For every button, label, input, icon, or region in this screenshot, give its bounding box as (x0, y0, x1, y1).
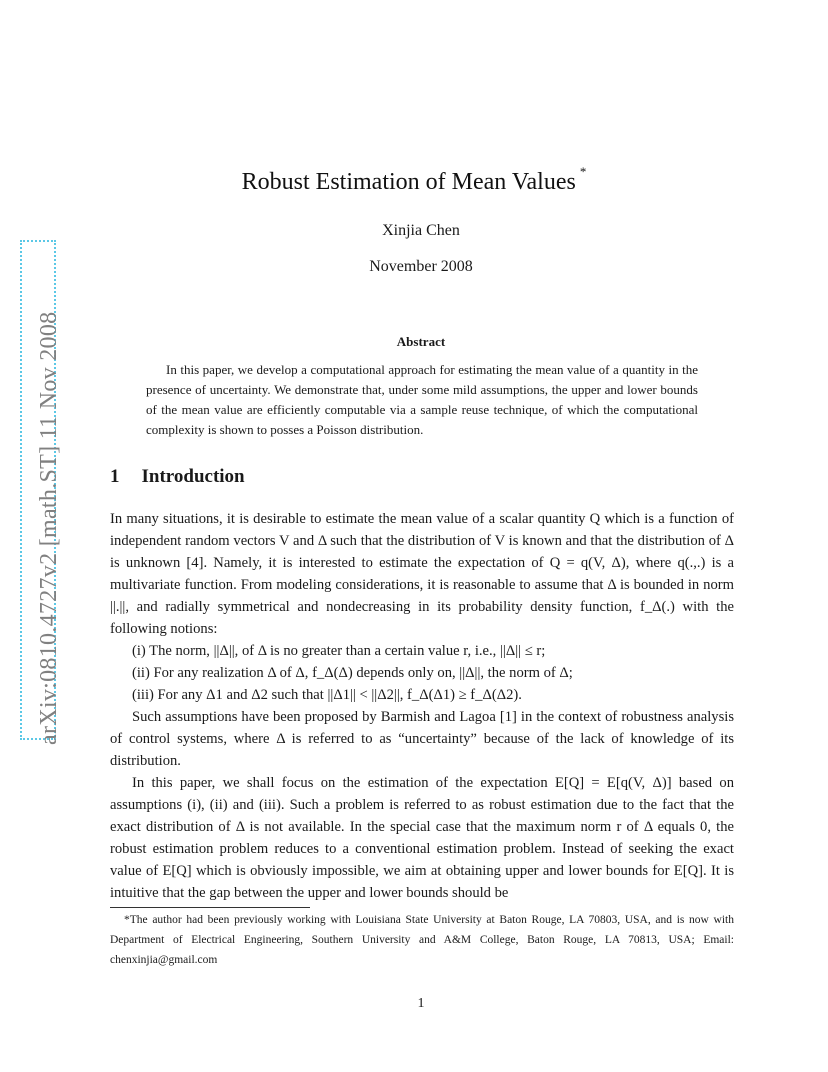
footnote: *The author had been previously working with Louisiana State University at Baton Rouge, LA 70803, USA, and is now with Department of Electrical Engineering, Southern University and A&M College, Baton Rouge, LA 70813, USA; Email: chenxinjia@gmail.com (110, 914, 734, 966)
section-heading (110, 466, 245, 488)
paper-title (0, 164, 828, 196)
assumption-item-1: (i) The norm, ||Δ||, of Δ is no greater than a certain value r, i.e., ||Δ|| ≤ r; (132, 643, 546, 659)
page-number: 1 (417, 996, 425, 1011)
assumption-item-2: (ii) For any realization Δ of Δ, f_Δ(Δ) depends only on, ||Δ||, the norm of Δ; (132, 665, 573, 681)
paragraph-focus: In this paper, we shall focus on the estimation of the expectation E[Q] = E[q(V, Δ)] based on assumptions (i), (ii) and (iii). Such a problem is referred to as robust estimation due to the fact that the exact distribution of Δ is not available. In the special case that the maximum norm r of Δ equals 0, the robust estimation problem reduces to a conventional estimation problem. Instead of seeking the exact value of E[Q] which is obviously impossible, we aim at obtaining upper and lower bounds for E[Q]. It is intuitive that the gap between the upper and lower bounds should be (110, 775, 734, 901)
assumption-item-3: (iii) For any Δ1 and Δ2 such that ||Δ1|| < ||Δ2||, f_Δ(Δ1) ≥ f_Δ(Δ2). (132, 687, 522, 703)
body-text (110, 508, 734, 904)
footnote-divider (110, 907, 310, 908)
abstract-text: In this paper, we develop a computational approach for estimating the mean value of a quantity in the presence of uncertainty. We demonstrate that, under some mild assumptions, the upper and lower bounds of the mean value are efficiently computable via a sample reuse technique, of which the computational complexity is shown to posses a Poisson distribution. (146, 362, 698, 437)
title-footnote-mark[interactable]: * (579, 164, 587, 179)
paragraph-barmish: Such assumptions have been proposed by Barmish and Lagoa [1] in the context of robustness analysis of control systems, where Δ is referred to as “uncertainty” because of the lack of knowledge of its distribution. (110, 709, 734, 769)
author-name: Xinjia Chen (382, 222, 460, 239)
paragraph-intro: In many situations, it is desirable to estimate the mean value of a scalar quantity Q which is a function of independent random vectors V and Δ such that the distribution of V is known and that the distribution of Δ is unknown [4]. Namely, it is interested to estimate the expectation of Q = q(V, Δ), where q(.,.) is a multivariate function. From modeling considerations, it is reasonable to assume that Δ is bounded in norm ||.||, and radially symmetrical and nondecreasing in its probability density function, f_Δ(.) with the following notions: (110, 511, 734, 637)
paper-title-text: Robust Estimation of Mean Values (241, 169, 576, 195)
arxiv-identifier[interactable]: arXiv:0810.4727v2 [math.ST] 11 Nov 2008 (36, 311, 62, 745)
section-title: Introduction (141, 466, 245, 487)
publication-date: November 2008 (369, 258, 473, 275)
section-number: 1 (110, 466, 120, 487)
abstract-heading: Abstract (396, 334, 446, 349)
